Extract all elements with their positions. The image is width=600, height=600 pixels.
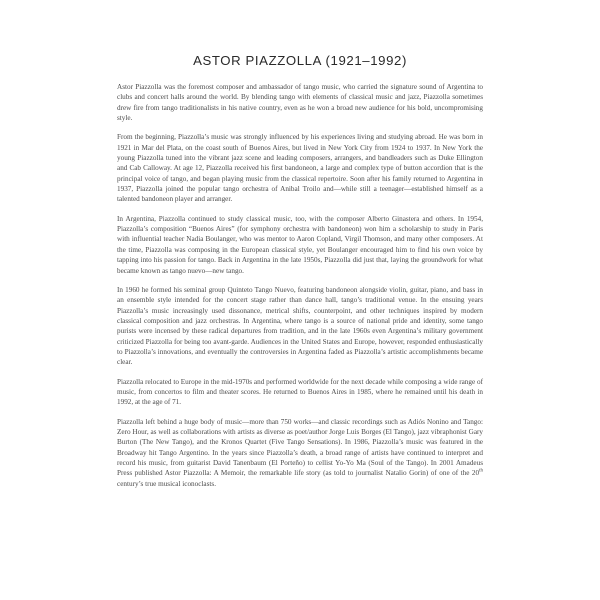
- paragraph-classical-study: In Argentina, Piazzolla continued to study classical music, too, with the composer Alberto Ginastera and others. In 1954, Piazzolla’s composition “Buenos Aires” (for symphony orchestra with bandoneon) won him a scholarship to study in Paris with influential teacher Nadia Boulanger, who was mentor to Aaron Copland, Virgil Thomson, and many other composers. At the time, Piazzolla was composing in the European classical style, yet Boulanger encouraged him to find his own voice by tapping into his passion for tango. Back in Argentina in the late 1950s, Piazzolla did just that, laying the groundwork for what became known as tango nuevo—new tango.: [117, 214, 483, 275]
- paragraph-legacy-text: Piazzolla left behind a huge body of music—more than 750 works—and classic recordings such as Adiós Nonino and Tango: Zero Hour, as well as collaborations with artists as diverse as poet/author Jorge Luis Borges (El Tango), jazz vibraphonist Gary Burton (The New Tango), and the Kronos Quartet (Five Tango Sensations). In 1986, Piazzolla’s music was featured in the Broadway hit Tango Argentino. In the years since Piazzolla’s death, a broad range of artists have continued to interpret and record his music, from guitarist David Tanenbaum (El Porteño) to cellist Yo-Yo Ma (Soul of the Tango). In 2001 Amadeus Press published Astor Piazzolla: A Memoir, the remarkable life story (as told to journalist Natalio Gorin) of one of the: [117, 417, 483, 478]
- page-title: ASTOR PIAZZOLLA (1921–1992): [193, 53, 407, 68]
- century-ordinal-suffix: th: [479, 468, 483, 474]
- paragraph-early-life: From the beginning, Piazzolla’s music was strongly influenced by his experiences living and studying abroad. He was born in 1921 in Mar del Plata, on the coast south of Buenos Aires, but lived in New York City from 1924 to 1937. In New York the young Piazzolla tuned into the vibrant jazz scene and leading composers, arrangers, and bandleaders such as Duke Ellington and Cab Calloway. At age 12, Piazzolla received his first bandoneon, a large and complex type of button accordion that is the principal voice of tango, and began playing music from the classical repertoire. Soon after his family returned to Argentina in 1937, Piazzolla joined the popular tango orchestra of Anibal Troilo and—while still a teenager—established himself as a talented bandoneon player and arranger.: [117, 133, 483, 204]
- century-ordinal: 20: [471, 469, 480, 478]
- paragraph-europe: Piazzolla relocated to Europe in the mid-1970s and performed worldwide for the next decade while composing a wide range of music, from concertos to film and theater scores. He returned to Buenos Aires in 1985, where he remained until his death in 1992, at the age of 71.: [117, 377, 483, 407]
- article-body: [117, 82, 483, 489]
- paragraph-intro: Astor Piazzolla was the foremost composer and ambassador of tango music, who carried the signature sound of Argentina to clubs and concert halls around the world. By blending tango with elements of classical music and jazz, Piazzolla sometimes drew fire from tango traditionalists in his native country, even as he won a broad new audience for his bold, uncompromising style.: [117, 83, 483, 123]
- paragraph-legacy: [117, 417, 483, 489]
- paragraph-legacy-tail: century’s true musical iconoclasts.: [117, 479, 216, 488]
- paragraph-tango-nuevo: In 1960 he formed his seminal group Quinteto Tango Nuevo, featuring bandoneon alongside violin, guitar, piano, and bass in an ensemble style intended for the concert stage rather than dance hall, tango’s traditional venue. In the ensuing years Piazzolla’s music increasingly used dissonance, metrical shifts, counterpoint, and other techniques inspired by modern classical composition and jazz orchestras. In Argentina, where tango is a source of national pride and identity, some tango purists were incensed by these radical departures from tradition, and in the late 1960s even Argentina’s military government criticized Piazzolla for being too avant-garde. Audiences in the United States and Europe, however, responded enthusiastically to Piazzolla’s innovations, and eventually the controversies in Argentina faded as Piazzolla’s artistic accomplishments became clear.: [117, 285, 483, 367]
